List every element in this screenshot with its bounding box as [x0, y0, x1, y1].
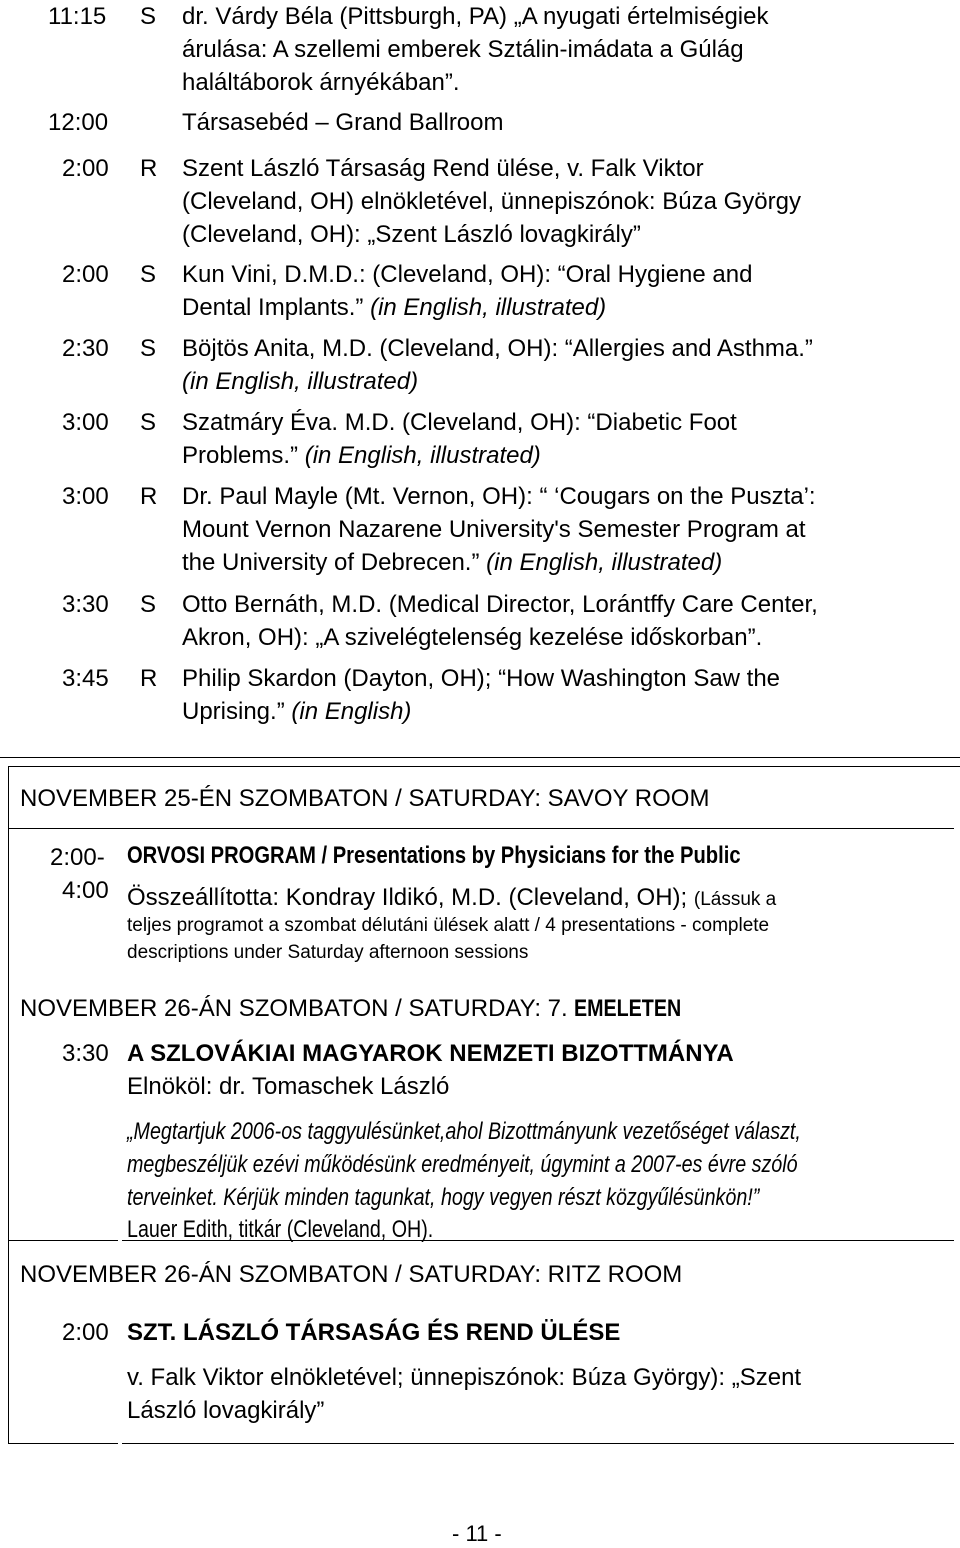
meeting-line: v. Falk Viktor elnökletével; ünnepiszónok: Búza György): „Szent [127, 1364, 802, 1391]
quote-line: terveinket. Kérjük minden tagunkat, hogy vegyen részt közgyűlésünkön!” [127, 1184, 760, 1211]
entry-line: (Cleveland, OH): „Szent László lovagkirály” [182, 221, 641, 248]
entry-line: dr. Várdy Béla (Pittsburgh, PA) „A nyugati értelmiségiek [182, 3, 769, 30]
time-200: 2:00 [62, 261, 109, 288]
entry-line: Mount Vernon Nazarene University's Semester Program at [182, 516, 806, 543]
divider [0, 757, 960, 758]
entry-line [182, 439, 541, 472]
time-1200: 12:00 [48, 109, 109, 136]
time-330: 3:30 [62, 591, 109, 618]
quote-line: megbeszéljük ezévi működésünk eredményeit, úgymint a 2007-es évre szóló [127, 1151, 798, 1178]
entry-line: Otto Bernáth, M.D. (Medical Director, Lorántffy Care Center, [182, 591, 818, 618]
committee-title: A SZLOVÁKIAI MAGYAROK NEMZETI BIZOTTMÁNYA [127, 1040, 734, 1067]
divider [122, 1443, 954, 1444]
entry-line: Philip Skardon (Dayton, OH); “How Washington Saw the [182, 665, 781, 692]
code-r: R [140, 483, 158, 510]
entry-line [182, 291, 606, 324]
chair-line: Elnököl: dr. Tomaschek László [127, 1073, 450, 1100]
language-note: (in English) [291, 698, 412, 725]
divider [8, 1443, 118, 1444]
code-r: R [140, 665, 158, 692]
entry-text: Uprising.” [182, 698, 285, 725]
time-300: 3:00 [62, 409, 109, 436]
note-start: (Lássuk a [693, 889, 777, 910]
entry-line: Társasebéd – Grand Ballroom [182, 109, 504, 136]
compiled-by [127, 881, 776, 916]
entry-line: Böjtös Anita, M.D. (Cleveland, OH): “Allergies and Asthma.” [182, 335, 813, 362]
code-s: S [140, 591, 157, 618]
time-end: 4:00 [62, 877, 109, 904]
divider [8, 1240, 118, 1241]
entry-text: Dental Implants.” [182, 294, 364, 321]
meeting-line: László lovagkirály” [127, 1397, 325, 1424]
time-230: 2:30 [62, 335, 109, 362]
section-heading: NOVEMBER 25-ÉN SZOMBATON / SATURDAY: SAVOY ROOM [20, 785, 710, 812]
entry-line [182, 695, 411, 728]
divider [8, 766, 960, 767]
divider [8, 828, 954, 829]
entry-line: haláltáborok árnyékában”. [182, 69, 460, 96]
page-number: - 11 - [452, 1521, 502, 1546]
language-note: (in English, illustrated) [182, 368, 419, 395]
code-1115: S [140, 3, 157, 30]
entry-line: Szent László Társaság Rend ülése, v. Falk Viktor [182, 155, 704, 182]
entry-line: Kun Vini, D.M.D.: (Cleveland, OH): “Oral Hygiene and [182, 261, 753, 288]
entry-line [182, 546, 722, 579]
entry-line: Dr. Paul Mayle (Mt. Vernon, OH): “ ‘Cougars on the Puszta’: [182, 483, 816, 510]
heading-main: NOVEMBER 26-ÁN SZOMBATON / SATURDAY: 7. [20, 995, 568, 1022]
entry-line: (Cleveland, OH) elnökletével, ünnepiszónok: Búza György [182, 188, 801, 215]
language-note: (in English, illustrated) [486, 549, 723, 576]
note-line: descriptions under Saturday afternoon sessions [127, 942, 529, 963]
entry-text: the University of Debrecen.” [182, 549, 480, 576]
entry-line: Szatmáry Éva. M.D. (Cleveland, OH): “Diabetic Foot [182, 409, 737, 436]
heading-tail: EMELETEN [574, 995, 682, 1022]
entry-line: Akron, OH): „A szivelégtelenség kezelése időskorban”. [182, 624, 763, 651]
section-heading: NOVEMBER 26-ÁN SZOMBATON / SATURDAY: RITZ ROOM [20, 1261, 683, 1288]
program-title: ORVOSI PROGRAM / Presentations by Physicians for the Public [127, 842, 741, 869]
meeting-title: SZT. LÁSZLÓ TÁRSASÁG ÉS REND ÜLÉSE [127, 1319, 621, 1346]
language-note: (in English, illustrated) [304, 442, 541, 469]
table-border-left [8, 766, 9, 1444]
compiled-text: Összeállította: Kondray Ildikó, M.D. (Cleveland, OH); [127, 884, 688, 911]
time-200: 2:00 [62, 155, 109, 182]
time-300: 3:00 [62, 483, 109, 510]
time-start: 2:00- [50, 844, 105, 871]
code-r: R [140, 155, 158, 182]
language-note: (in English, illustrated) [370, 294, 607, 321]
signature-line: Lauer Edith, titkár (Cleveland, OH). [127, 1216, 434, 1243]
time-345: 3:45 [62, 665, 109, 692]
section-heading [20, 992, 705, 1025]
entry-line: árulása: A szellemi emberek Sztálin-imádata a Gúlág [182, 36, 744, 63]
time-330: 3:30 [62, 1040, 109, 1067]
code-s: S [140, 409, 157, 436]
time-1115: 11:15 [48, 3, 107, 30]
time-200: 2:00 [62, 1319, 109, 1346]
code-s: S [140, 335, 157, 362]
quote-line: „Megtartjuk 2006-os taggyulésünket,ahol Bizottmányunk vezetőséget választ, [127, 1118, 801, 1145]
note-line: teljes programot a szombat délutáni ülések alatt / 4 presentations - complete [127, 915, 770, 936]
code-s: S [140, 261, 157, 288]
entry-text: Problems.” [182, 442, 299, 469]
